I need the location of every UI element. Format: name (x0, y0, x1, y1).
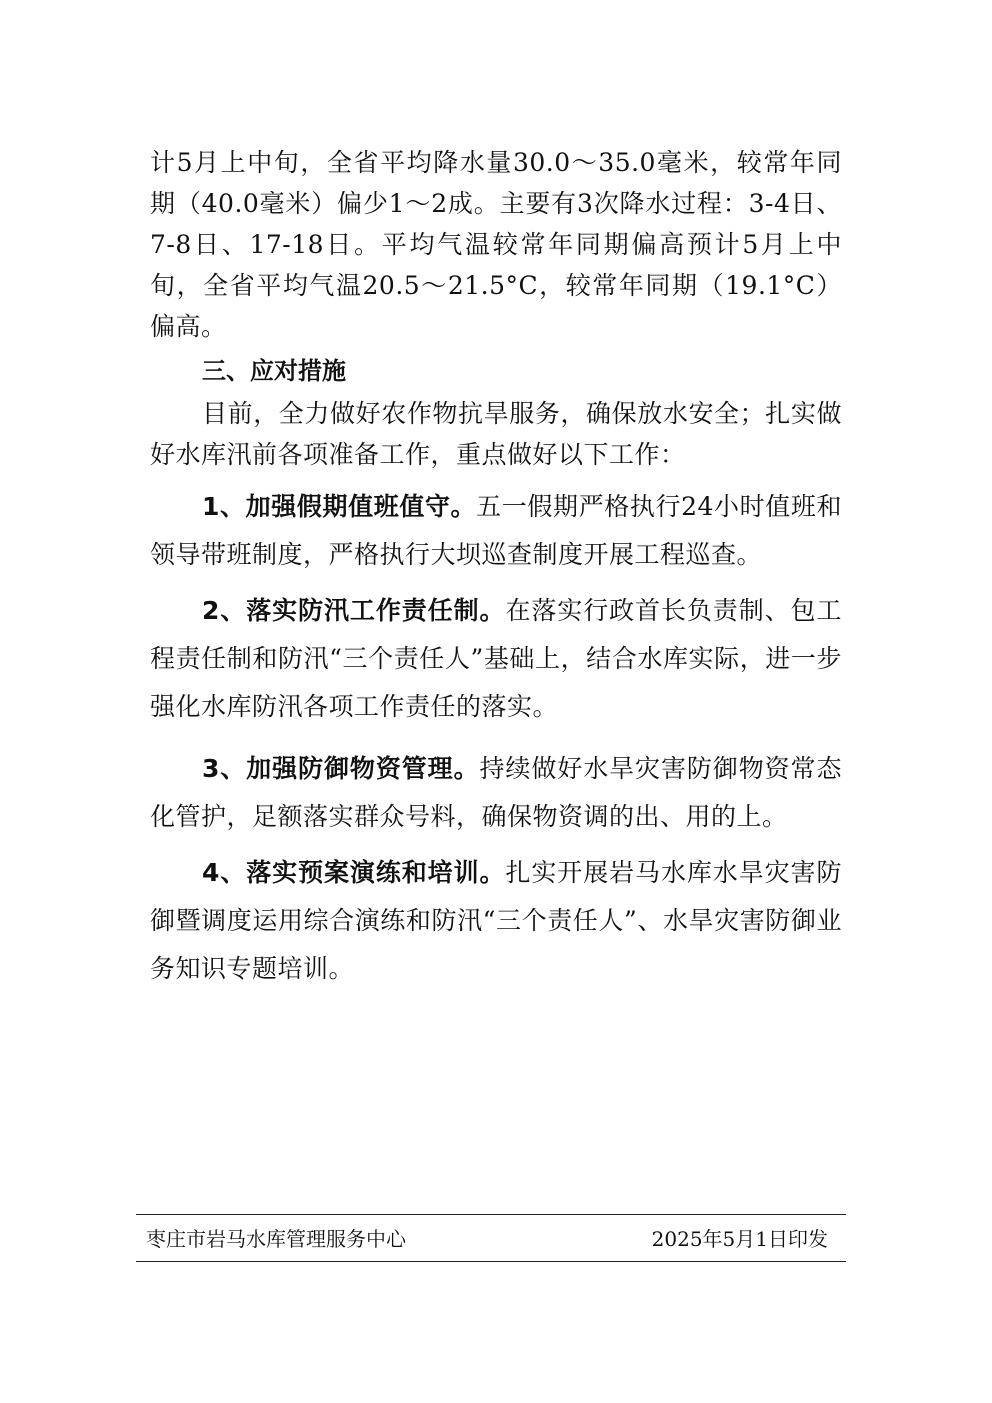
section-heading: 三、应对措施 (202, 357, 346, 385)
document-footer (146, 1222, 828, 1256)
measure-item-3-lead: 3、加强防御物资管理。 (202, 754, 480, 783)
measure-item-2 (150, 587, 842, 731)
document-body (150, 142, 842, 993)
measure-item-4-text: 扎实开展岩马水库水旱灾害防御暨调度运用综合演练和防汛“三个责任人”、水旱灾害防御业务知识专题培训。 (150, 858, 842, 983)
measure-item-4 (150, 849, 842, 993)
measure-item-1-text: 五一假期严格执行24小时值班和领导带班制度，严格执行大坝巡查制度开展工程巡查。 (150, 492, 842, 569)
measure-item-1 (150, 483, 842, 579)
measure-item-2-lead: 2、落实防汛工作责任制。 (202, 596, 506, 625)
measure-item-4-lead: 4、落实预案演练和培训。 (202, 858, 506, 887)
measure-item-3-text: 持续做好水旱灾害防御物资常态化管护，足额落实群众号料，确保物资调的出、用的上。 (150, 754, 842, 831)
footer-top-divider (136, 1214, 846, 1215)
footer-issuer: 枣庄市岩马水库管理服务中心 (146, 1227, 406, 1251)
paragraph-forecast: 计5月上中旬，全省平均降水量30.0～35.0毫米，较常年同期（40.0毫米）偏少1～2成。主要有3次降水过程：3-4日、7-8日、17-18日。平均气温较常年同期偏高预计5月上中旬，全省平均气温20.5～21.5°C，较常年同期（19.1°C）偏高。 (150, 148, 842, 341)
measure-item-2-text: 在落实行政首长负责制、包工程责任制和防汛“三个责任人”基础上，结合水库实际，进一步强化水库防汛各项工作责任的落实。 (150, 596, 842, 721)
footer-bottom-divider (136, 1261, 846, 1262)
measure-item-3 (150, 745, 842, 841)
paragraph-intro: 目前，全力做好农作物抗旱服务，确保放水安全；扎实做好水库汛前各项准备工作，重点做好以下工作： (150, 399, 842, 469)
footer-date: 2025年5月1日印发 (651, 1227, 828, 1251)
measure-item-1-lead: 1、加强假期值班值守。 (202, 492, 477, 521)
